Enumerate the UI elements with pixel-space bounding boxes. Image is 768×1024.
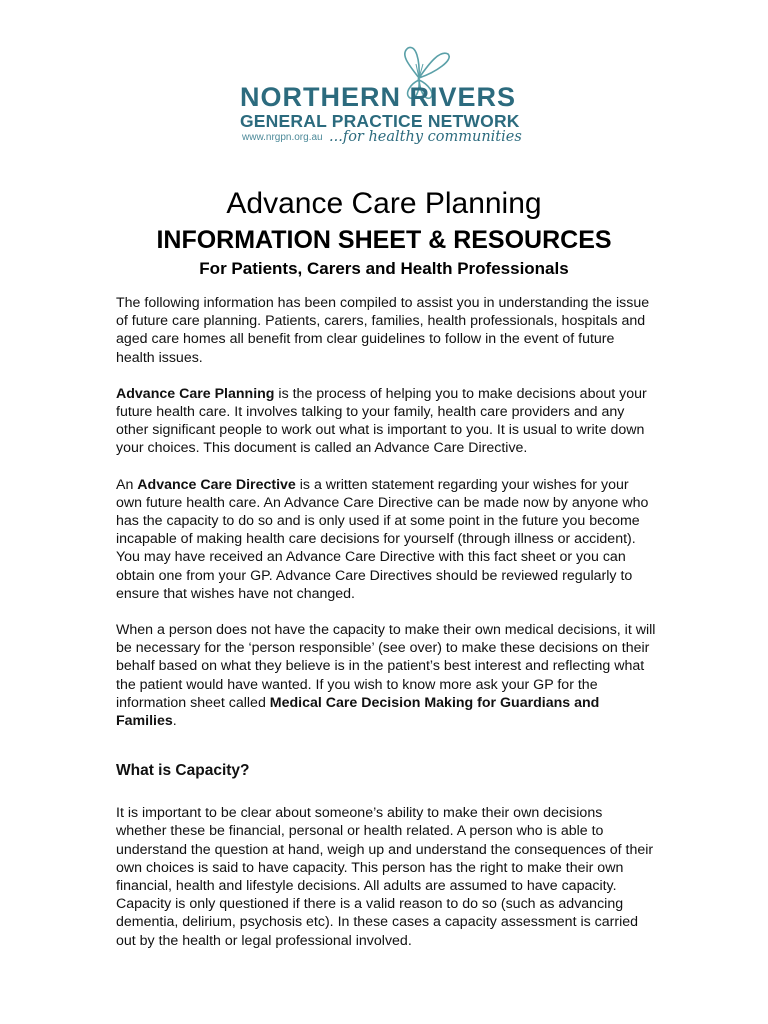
acd-prefix: An: [116, 476, 138, 493]
acd-term: Advance Care Directive: [137, 476, 296, 493]
logo-line-1: NORTHERN RIVERS: [240, 82, 517, 112]
acp-text: is the process of helping you to make decisions about your future health care. It involves talking to your family, health care providers and any other significant people to work out what is important to you. It is usual to write down your choices. This document is called an Advance Care Directive.: [116, 385, 647, 457]
responsible-paragraph: [116, 621, 656, 730]
document-subtitle: INFORMATION SHEET & RESOURCES: [156, 226, 612, 254]
organization-logo: [236, 44, 536, 156]
responsible-text: When a person does not have the capacity to make their own medical decisions, it will be necessary for the ‘person responsible’ (see over) to make these decisions on their behalf based on what they believe is in the patient’s best interest and reflecting what the patient would have wanted. If you wish to know more ask your GP for the information sheet called: [116, 622, 656, 711]
responsible-end: .: [172, 713, 177, 730]
document-body: [116, 294, 656, 968]
logo-line-2: GENERAL PRACTICE NETWORK: [240, 111, 520, 131]
logo-url: www.nrgpn.org.au: [242, 132, 323, 143]
acp-term: Advance Care Planning: [116, 385, 275, 402]
acp-paragraph: [116, 385, 656, 458]
acd-paragraph: [116, 476, 656, 603]
capacity-paragraph: It is important to be clear about someone’s ability to make their own decisions whether these be financial, personal or health related. A person who is able to understand the question at hand, weigh up and understand the consequences of their own choices is said to have capacity. This person has the right to make their own financial, health and lifestyle decisions. All adults are assumed to have capacity. Capacity is only questioned if there is a valid reason to do so (such as advancing dementia, delirium, psychosis etc). In these cases a capacity assessment is carried out by the health or legal professional involved.: [116, 805, 654, 949]
responsible-term: Medical Care Decision Making for Guardians and Families: [116, 694, 600, 730]
intro-paragraph: The following information has been compiled to assist you in understanding the issue of future care planning. Patients, carers, families, health professionals, hospitals and aged care homes all benefit from clear guidelines to follow in the event of future health issues.: [116, 295, 650, 366]
document-title: Advance Care Planning: [226, 187, 542, 220]
logo-tagline: ...for healthy communities: [329, 129, 522, 145]
acd-text: is a written statement regarding your wishes for your own future health care. An Advance Care Directive can be made now by anyone who has the capacity to do so and is only used if at some point in the future you become incapable of making health care decisions for yourself (through illness or accident). You may have received an Advance Care Directive with this fact sheet or you can obtain one from your GP. Advance Care Directives should be reviewed regularly to ensure that wishes have not changed.: [116, 476, 649, 602]
document-audience: For Patients, Carers and Health Professionals: [199, 259, 569, 278]
capacity-heading: What is Capacity?: [116, 762, 250, 780]
document-header: [0, 184, 768, 280]
